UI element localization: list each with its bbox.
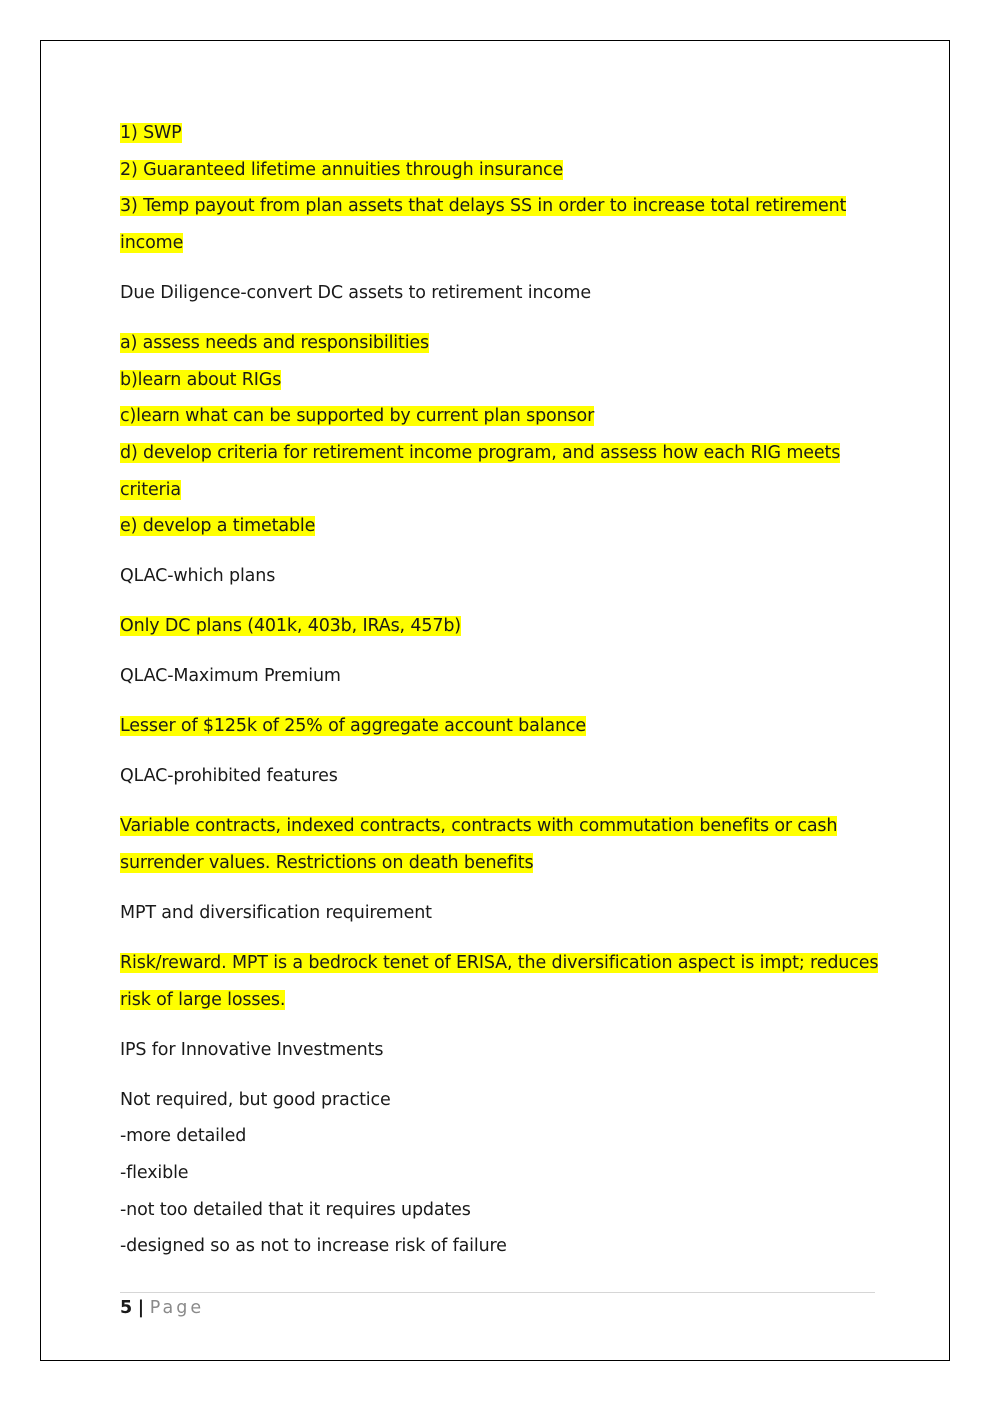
text-line: a) assess needs and responsibilities (120, 333, 430, 354)
footer-divider (120, 1292, 875, 1293)
text-line: income (120, 233, 184, 254)
text-line: d) develop criteria for retirement income program, and assess how each RIG meets (120, 443, 841, 464)
page-footer (120, 1296, 204, 1320)
text-line: surrender values. Restrictions on death benefits (120, 853, 534, 874)
text-line: e) develop a timetable (120, 516, 316, 537)
document-body (120, 115, 880, 1265)
text-line: c)learn what can be supported by current plan sponsor (120, 406, 595, 427)
text-line: criteria (120, 479, 181, 500)
text-line: Not required, but good practice (120, 1089, 391, 1110)
footer-separator: | (137, 1298, 145, 1318)
heading-line: MPT and diversification requirement (120, 903, 432, 924)
text-line: Lesser of $125k of 25% of aggregate account balance (120, 716, 587, 737)
page-number: 5 (120, 1298, 133, 1318)
heading-line: IPS for Innovative Investments (120, 1039, 384, 1060)
heading-line: QLAC-prohibited features (120, 766, 338, 787)
page-label: Page (149, 1298, 205, 1318)
text-line: Only DC plans (401k, 403b, IRAs, 457b) (120, 616, 461, 637)
text-line: b)learn about RIGs (120, 369, 282, 390)
bullet-line: -not too detailed that it requires updates (120, 1199, 471, 1220)
text-line: 3) Temp payout from plan assets that delays SS in order to increase total retirement (120, 196, 847, 217)
text-line: Variable contracts, indexed contracts, contracts with commutation benefits or cash (120, 816, 838, 837)
text-line: 1) SWP (120, 123, 182, 143)
text-line: Risk/reward. MPT is a bedrock tenet of ERISA, the diversification aspect is impt; reduces (120, 953, 879, 974)
heading-line: QLAC-Maximum Premium (120, 666, 341, 687)
text-line: 2) Guaranteed lifetime annuities through insurance (120, 159, 564, 180)
bullet-line: -more detailed (120, 1126, 247, 1147)
heading-line: Due Diligence-convert DC assets to retirement income (120, 283, 591, 304)
bullet-line: -flexible (120, 1163, 189, 1184)
heading-line: QLAC-which plans (120, 566, 276, 587)
text-line: risk of large losses. (120, 989, 286, 1010)
bullet-line: -designed so as not to increase risk of failure (120, 1236, 507, 1257)
